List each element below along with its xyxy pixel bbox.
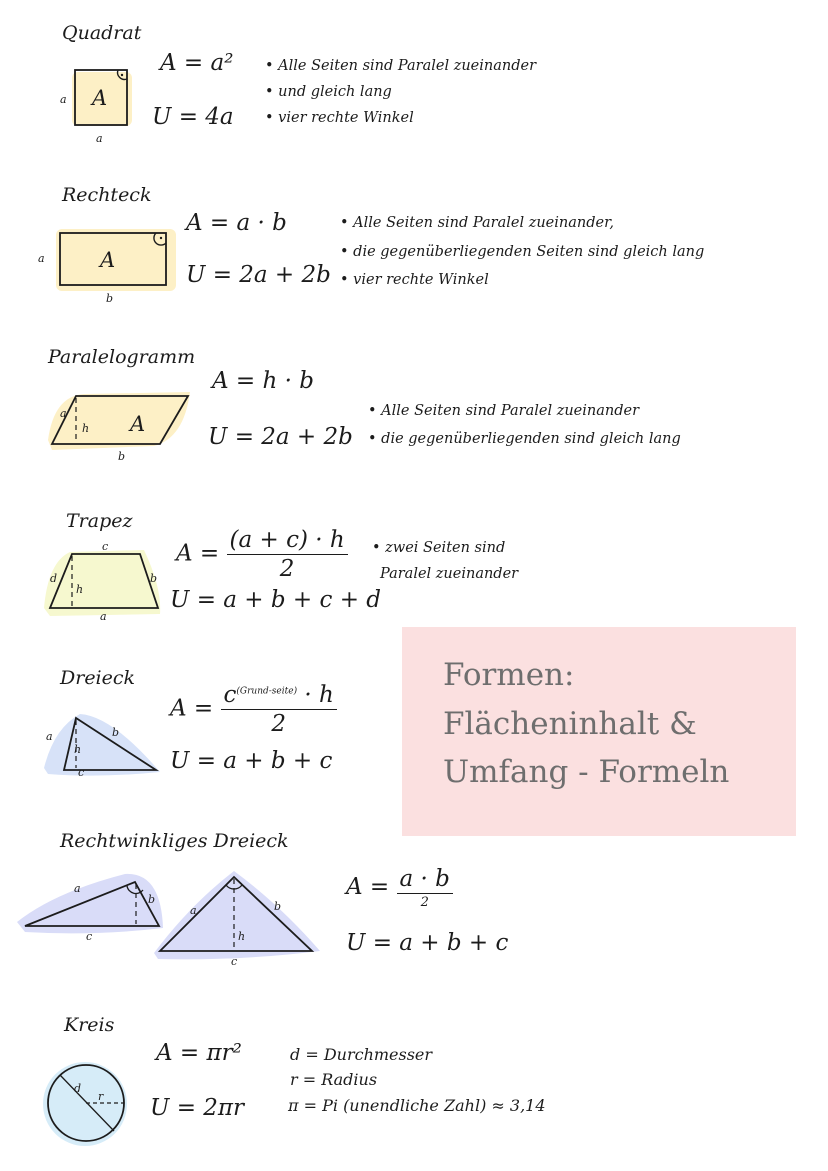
rechteck-inner-label: A (100, 248, 116, 272)
rechtwinklig-label-h-2: h (238, 930, 246, 943)
rechtwinklig-label-a-2: a (190, 904, 197, 917)
summary-line-3: Umfang - Formeln (443, 754, 730, 790)
parallelogramm-inner-label: A (130, 412, 146, 436)
rechtwinklig-area-fraction (397, 866, 453, 910)
quadrat-perimeter-formula: U = 4a (152, 104, 234, 130)
parallelogramm-height-label: h (82, 422, 90, 435)
rechtwinklig-label-b-1: b (148, 893, 156, 906)
quadrat-area-formula: A = a² (160, 50, 234, 76)
dreieck-area-numerator (221, 682, 337, 710)
rechteck-area-formula: A = a · b (186, 210, 287, 236)
trapez-area-denominator: 2 (279, 556, 295, 582)
dreieck-area-denominator: 2 (271, 711, 286, 737)
rechtwinklig-perimeter-formula: U = a + b + c (346, 930, 509, 956)
rechteck-note-3: • vier rechte Winkel (340, 272, 489, 288)
parallelogramm-figure (44, 388, 194, 458)
trapez-perimeter-formula: U = a + b + c + d (170, 587, 381, 613)
quadrat-inner-label: A (92, 86, 108, 110)
rechtwinklig-label-b-2: b (274, 900, 282, 913)
trapez-right-label: b (150, 572, 158, 585)
quadrat-note-1: • Alle Seiten sind Paralel zueinander (265, 58, 537, 74)
summary-line-1: Formen: (443, 657, 575, 693)
parallelogramm-note-1: • Alle Seiten sind Paralel zueinander (368, 403, 640, 419)
summary-box (402, 627, 796, 836)
trapez-area-fraction (227, 527, 348, 582)
kreis-d-label: d (74, 1082, 82, 1095)
rechtwinklig-title: Rechtwinkliges Dreieck (60, 830, 289, 852)
rechteck-note-2: • die gegenüberliegenden Seiten sind gleich lang (340, 244, 705, 260)
rechteck-bottom-label: b (106, 292, 114, 305)
kreis-note-1: d = Durchmesser (290, 1045, 433, 1064)
trapez-area-prefix: A = (176, 540, 220, 567)
parallelogramm-area-formula: A = h · b (212, 368, 314, 394)
trapez-title: Trapez (66, 510, 133, 532)
trapez-height-label: h (76, 583, 84, 596)
rechtwinklig-figure-2 (150, 865, 322, 965)
dreieck-title: Dreieck (60, 667, 136, 689)
dreieck-area-c: c (223, 682, 237, 708)
trapez-figure (40, 548, 165, 618)
dreieck-height-label: h (74, 743, 82, 756)
parallelogramm-side-label: a (60, 407, 67, 420)
trapez-left-label: d (50, 572, 58, 585)
rechtwinklig-figure-1 (15, 868, 165, 938)
trapez-area-formula (176, 527, 348, 582)
dreieck-right-label: b (112, 726, 120, 739)
trapez-top-label: c (102, 540, 109, 553)
dreieck-area-fraction (221, 682, 337, 737)
dreieck-bottom-label: c (78, 766, 85, 779)
trapez-note-2: Paralel zueinander (380, 566, 519, 582)
rechtwinklig-area-numerator: a · b (397, 866, 453, 894)
parallelogramm-perimeter-formula: U = 2a + 2b (208, 424, 353, 450)
kreis-r-label: r (98, 1090, 104, 1103)
trapez-area-numerator: (a + c) · h (227, 527, 348, 555)
parallelogramm-bottom-label: b (118, 450, 126, 463)
kreis-perimeter-formula: U = 2πr (150, 1095, 245, 1121)
kreis-note-2: r = Radius (290, 1070, 378, 1089)
rechtwinklig-label-c-2: c (231, 955, 238, 968)
rechtwinklig-label-a-1: a (74, 882, 81, 895)
quadrat-side-label: a (60, 93, 67, 106)
rechteck-note-1: • Alle Seiten sind Paralel zueinander, (340, 215, 615, 231)
dreieck-area-prefix: A = (170, 695, 214, 722)
kreis-note-3: π = Pi (unendliche Zahl) ≈ 3,14 (288, 1096, 546, 1115)
rechteck-side-label: a (38, 252, 45, 265)
dreieck-left-label: a (46, 730, 53, 743)
kreis-figure (40, 1058, 130, 1148)
kreis-area-formula: A = πr² (156, 1040, 242, 1066)
summary-line-2: Flächeninhalt & (443, 706, 697, 742)
dreieck-area-formula (170, 682, 337, 737)
rechteck-title: Rechteck (62, 184, 152, 206)
rechtwinklig-area-prefix: A = (346, 874, 390, 900)
dreieck-figure (40, 708, 162, 776)
rechtwinklig-area-denominator: 2 (420, 895, 429, 910)
rechteck-perimeter-formula: U = 2a + 2b (186, 262, 331, 288)
quadrat-note-2: • und gleich lang (265, 84, 392, 100)
kreis-title: Kreis (64, 1014, 115, 1036)
trapez-bottom-label: a (100, 610, 107, 623)
dreieck-perimeter-formula: U = a + b + c (170, 748, 333, 774)
dreieck-area-grundseite: (Grund-seite) (236, 686, 298, 697)
quadrat-title: Quadrat (62, 22, 142, 44)
parallelogramm-note-2: • die gegenüberliegenden sind gleich lang (368, 431, 681, 447)
rechtwinklig-label-c-1: c (86, 930, 93, 943)
dreieck-area-h: · h (304, 682, 334, 708)
rechtwinklig-area-formula (346, 866, 453, 910)
trapez-note-1: • zwei Seiten sind (372, 540, 506, 556)
quadrat-note-3: • vier rechte Winkel (265, 110, 414, 126)
quadrat-bottom-label: a (96, 132, 103, 145)
parallelogramm-title: Paralelogramm (48, 346, 196, 368)
